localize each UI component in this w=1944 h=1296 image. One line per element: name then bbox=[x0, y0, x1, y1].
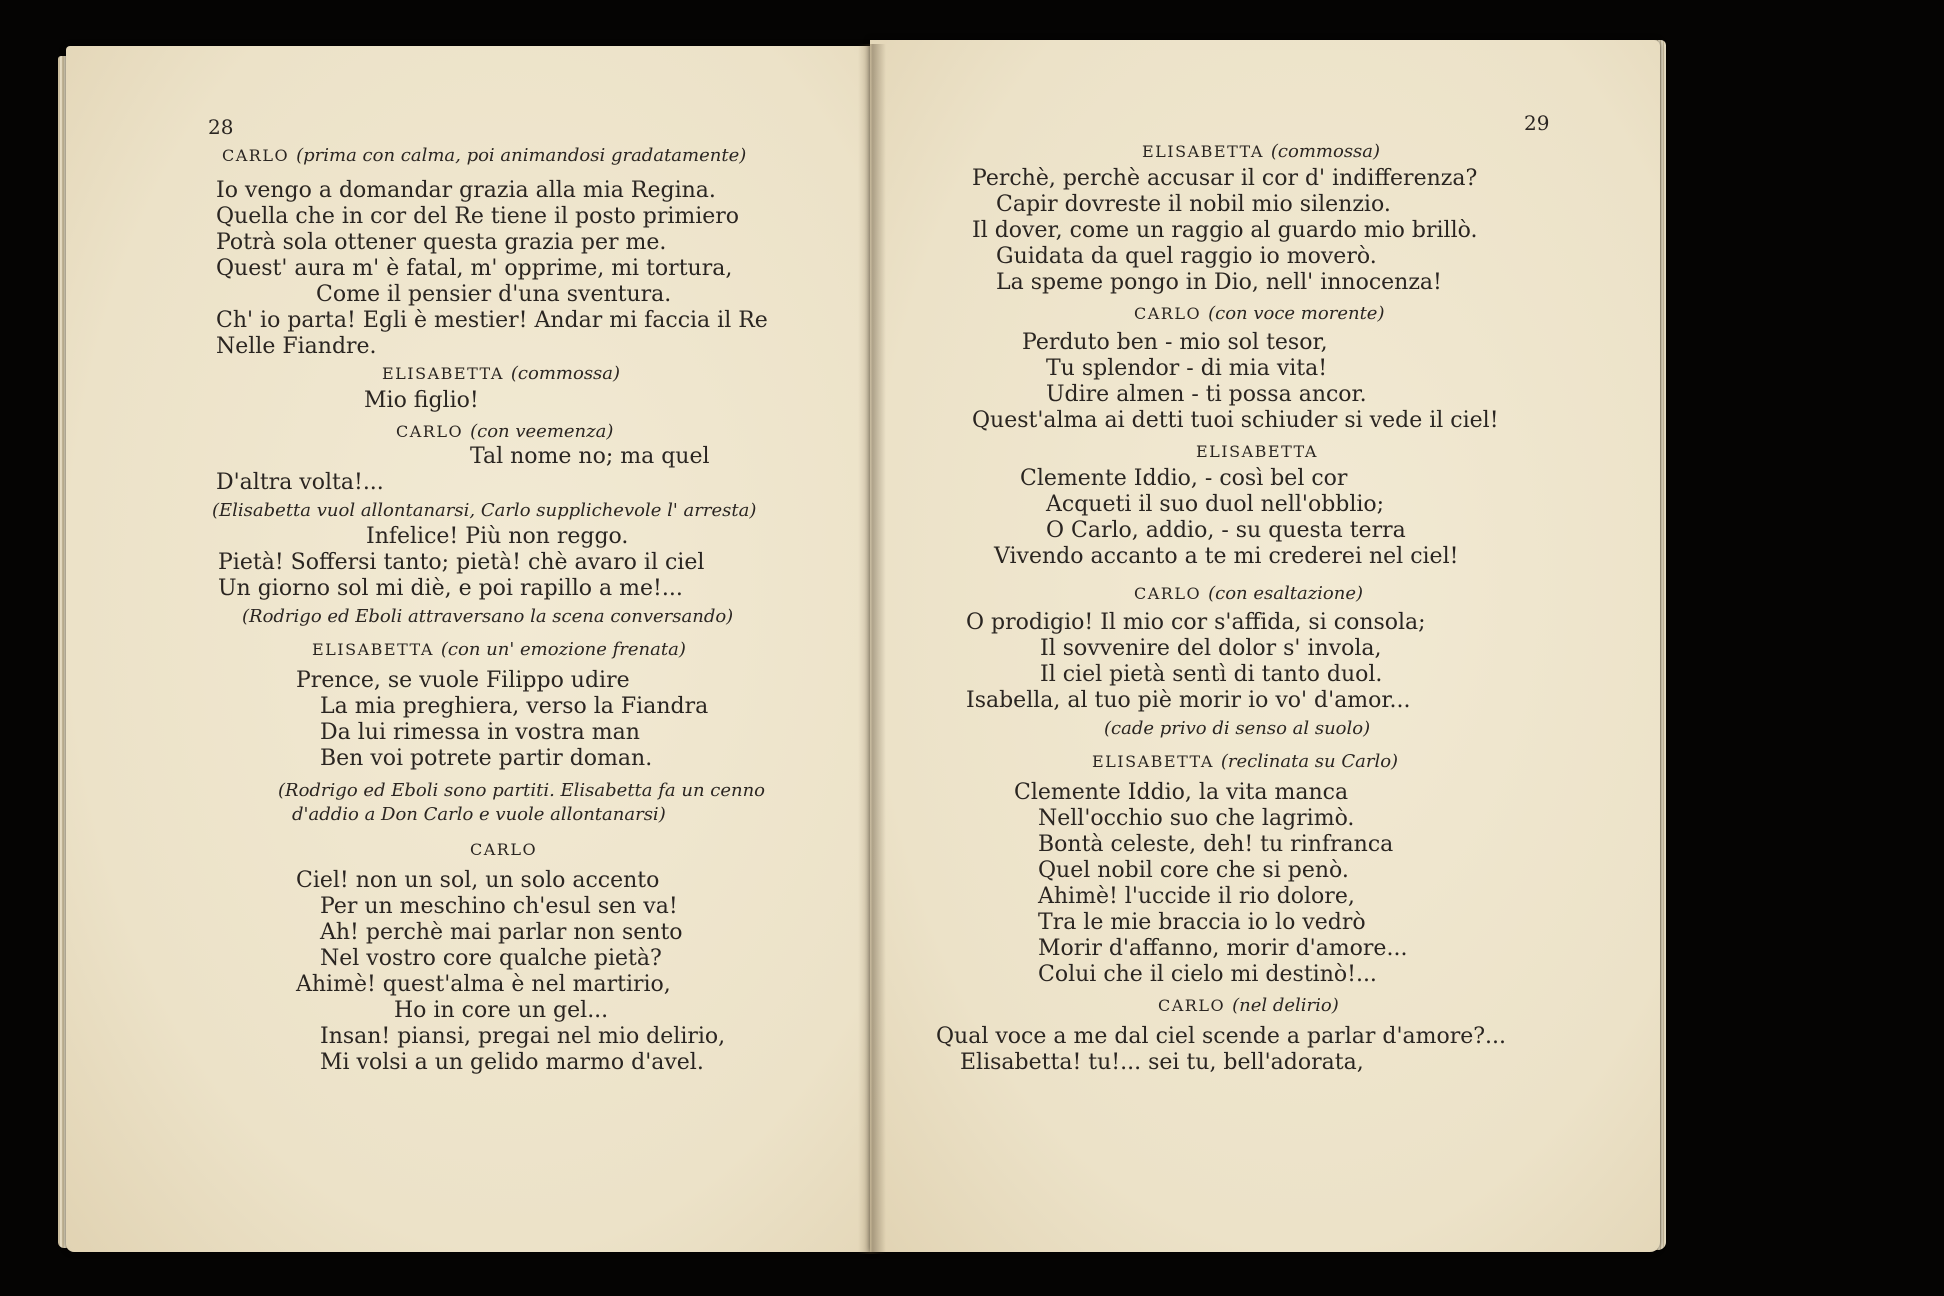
stage-speaker-line bbox=[1196, 438, 1318, 465]
verse-line: Elisabetta! tu!... sei tu, bell'adorata, bbox=[960, 1050, 1364, 1075]
verse-line: Nelle Fiandre. bbox=[216, 334, 377, 359]
verse-line: Nell'occhio suo che lagrimò. bbox=[1038, 806, 1355, 831]
speaker-name: ELISABETTA bbox=[1092, 752, 1214, 771]
verse-line: Potrà sola ottener questa grazia per me. bbox=[216, 230, 667, 255]
verse-line: Quest' aura m' è fatal, m' opprime, mi tortura, bbox=[216, 256, 733, 281]
verse-line: Tal nome no; ma quel bbox=[470, 444, 710, 469]
verse-line: Isabella, al tuo piè morir io vo' d'amor... bbox=[966, 688, 1411, 713]
stage-speaker-line bbox=[1134, 580, 1363, 607]
stage-direction: (con voce morente) bbox=[1208, 303, 1385, 324]
stage-direction: (con veemenza) bbox=[470, 421, 614, 442]
verse-line: D'altra volta!... bbox=[216, 470, 384, 495]
speaker-name: ELISABETTA bbox=[1142, 142, 1264, 161]
stage-direction: (con esaltazione) bbox=[1208, 583, 1364, 604]
stage-speaker-line bbox=[1092, 748, 1398, 775]
stage-speaker-line bbox=[396, 418, 613, 445]
stage-direction: (commossa) bbox=[510, 363, 621, 384]
verse-line: Prence, se vuole Filippo udire bbox=[296, 668, 630, 693]
verse-line: Come il pensier d'una sventura. bbox=[316, 282, 672, 307]
stage-speaker-line bbox=[222, 142, 746, 169]
speaker-name: ELISABETTA bbox=[312, 640, 434, 659]
stage-direction: (commossa) bbox=[1270, 141, 1381, 162]
stage-speaker-line bbox=[1134, 300, 1384, 327]
verse-line: La speme pongo in Dio, nell' innocenza! bbox=[996, 270, 1442, 295]
verse-line: Udire almen - ti possa ancor. bbox=[1046, 382, 1367, 407]
verse-line: Infelice! Più non reggo. bbox=[366, 524, 629, 549]
verse-line: O Carlo, addio, - su questa terra bbox=[1046, 518, 1406, 543]
verse-line: Capir dovreste il nobil mio silenzio. bbox=[996, 192, 1391, 217]
verse-line: Insan! piansi, pregai nel mio delirio, bbox=[320, 1024, 726, 1049]
stage-direction: (Rodrigo ed Eboli attraversano la scena conversando) bbox=[242, 606, 734, 627]
verse-line: Io vengo a domandar grazia alla mia Regina. bbox=[216, 178, 716, 203]
verse-line: Il sovvenire del dolor s' invola, bbox=[1040, 636, 1382, 661]
stage-speaker-line bbox=[1142, 138, 1380, 165]
verse-line: Ciel! non un sol, un solo accento bbox=[296, 868, 660, 893]
stage-direction: (cade privo di senso al suolo) bbox=[1104, 718, 1371, 739]
verse-line: Clemente Iddio, - così bel cor bbox=[1020, 466, 1348, 491]
stage-speaker-line bbox=[1158, 992, 1339, 1019]
speaker-name: CARLO bbox=[396, 422, 464, 441]
verse-line: Tra le mie braccia io lo vedrò bbox=[1038, 910, 1366, 935]
stage-direction: (Elisabetta vuol allontanarsi, Carlo supplichevole l' arresta) bbox=[212, 500, 757, 521]
speaker-name: CARLO bbox=[1134, 304, 1202, 323]
verse-line: Perduto ben - mio sol tesor, bbox=[1022, 330, 1328, 355]
verse-line: Vivendo accanto a te mi crederei nel ciel! bbox=[994, 544, 1459, 569]
speaker-name: CARLO bbox=[470, 840, 538, 859]
verse-line: Quel nobil core che si penò. bbox=[1038, 858, 1349, 883]
book-gutter bbox=[858, 44, 886, 1254]
verse-line: Morir d'affanno, morir d'amore... bbox=[1038, 936, 1408, 961]
verse-line: Pietà! Soffersi tanto; pietà! chè avaro il ciel bbox=[218, 550, 705, 575]
verse-line: Ho in core un gel... bbox=[394, 998, 609, 1023]
verse-line: Ahimè! quest'alma è nel martirio, bbox=[296, 972, 671, 997]
verse-line: Clemente Iddio, la vita manca bbox=[1014, 780, 1349, 805]
verse-line: Quest'alma ai detti tuoi schiuder si vede il ciel! bbox=[972, 408, 1499, 433]
verse-line: Il dover, come un raggio al guardo mio brillò. bbox=[972, 218, 1478, 243]
speaker-name: CARLO bbox=[1158, 996, 1226, 1015]
verse-line: Per un meschino ch'esul sen va! bbox=[320, 894, 678, 919]
verse-line: Qual voce a me dal ciel scende a parlar d'amore?... bbox=[936, 1024, 1507, 1049]
verse-line: Ben voi potrete partir doman. bbox=[320, 746, 653, 771]
stage-speaker-line bbox=[470, 836, 537, 863]
speaker-name: ELISABETTA bbox=[382, 364, 504, 383]
right-page bbox=[870, 40, 1660, 1252]
speaker-name: CARLO bbox=[1134, 584, 1202, 603]
verse-line: Colui che il cielo mi destinò!... bbox=[1038, 962, 1377, 987]
verse-line: Il ciel pietà sentì di tanto duol. bbox=[1040, 662, 1383, 687]
verse-line: Bontà celeste, deh! tu rinfranca bbox=[1038, 832, 1394, 857]
verse-line: Acqueti il suo duol nell'obblio; bbox=[1046, 492, 1385, 517]
stage-speaker-line bbox=[382, 360, 620, 387]
stage-direction: (prima con calma, poi animandosi gradatamente) bbox=[296, 145, 747, 166]
verse-line: Tu splendor - di mia vita! bbox=[1046, 356, 1328, 381]
page-number: 28 bbox=[208, 115, 234, 139]
verse-line: Perchè, perchè accusar il cor d' indifferenza? bbox=[972, 166, 1478, 191]
stage-direction: (con un' emozione frenata) bbox=[440, 639, 686, 660]
verse-line: Quella che in cor del Re tiene il posto primiero bbox=[216, 204, 740, 229]
verse-line: O prodigio! Il mio cor s'affida, si consola; bbox=[966, 610, 1426, 635]
stage-direction: (nel delirio) bbox=[1232, 995, 1339, 1016]
stage-direction: (Rodrigo ed Eboli sono partiti. Elisabetta fa un cenno bbox=[278, 780, 766, 801]
verse-line: Un giorno sol mi diè, e poi rapillo a me!... bbox=[218, 576, 683, 601]
verse-line: Ahimè! l'uccide il rio dolore, bbox=[1038, 884, 1355, 909]
verse-line: Guidata da quel raggio io moverò. bbox=[996, 244, 1377, 269]
verse-line: Da lui rimessa in vostra man bbox=[320, 720, 640, 745]
verse-line: Mio figlio! bbox=[364, 388, 479, 413]
verse-line: Ch' io parta! Egli è mestier! Andar mi faccia il Re bbox=[216, 308, 768, 333]
stage-direction: d'addio a Don Carlo e vuole allontanarsi) bbox=[292, 804, 666, 825]
left-page bbox=[66, 46, 874, 1252]
stage-speaker-line bbox=[312, 636, 686, 663]
speaker-name: ELISABETTA bbox=[1196, 442, 1318, 461]
verse-line: La mia preghiera, verso la Fiandra bbox=[320, 694, 709, 719]
page-number: 29 bbox=[1524, 111, 1550, 135]
speaker-name: CARLO bbox=[222, 146, 290, 165]
verse-line: Nel vostro core qualche pietà? bbox=[320, 946, 662, 971]
verse-line: Mi volsi a un gelido marmo d'avel. bbox=[320, 1050, 704, 1075]
stage-direction: (reclinata su Carlo) bbox=[1220, 751, 1399, 772]
verse-line: Ah! perchè mai parlar non sento bbox=[320, 920, 683, 945]
